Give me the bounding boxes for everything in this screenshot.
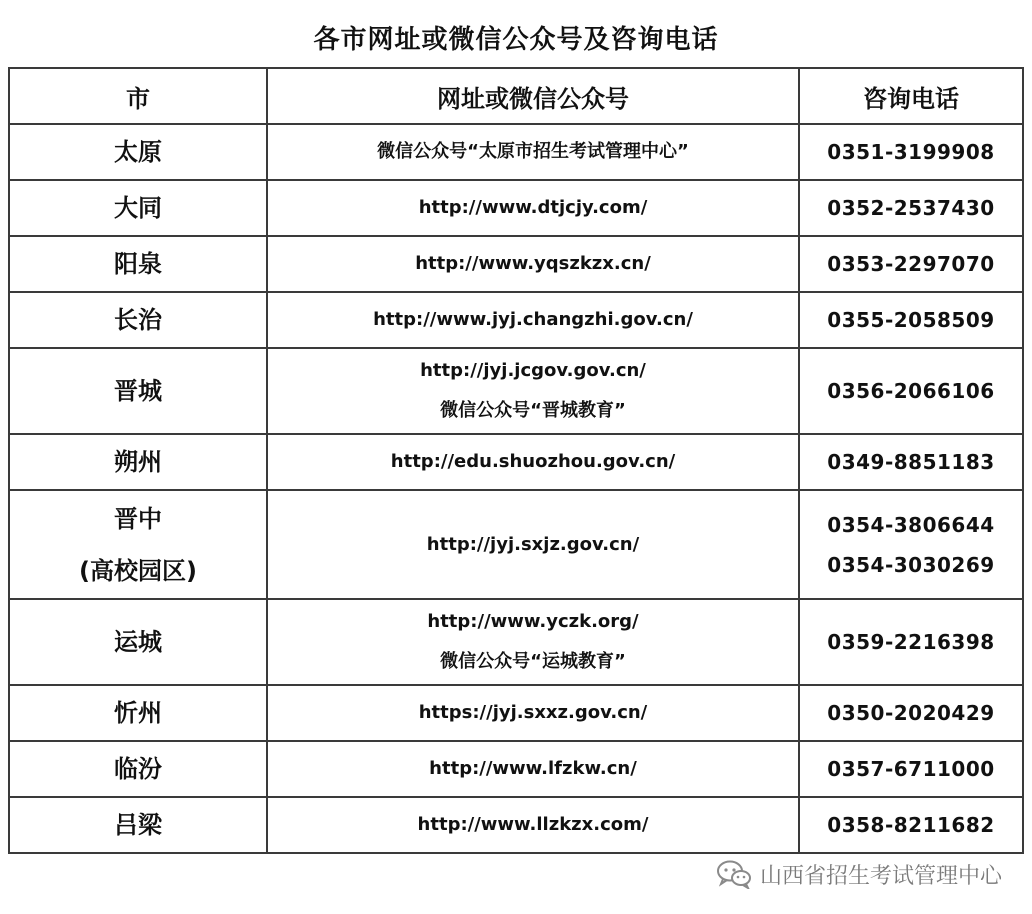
site-cell: [267, 292, 799, 348]
city-name: 晋城: [114, 377, 162, 405]
header-city: 市: [9, 68, 267, 124]
table-row: [9, 741, 1023, 797]
phone-number: 0357-6711000: [827, 757, 995, 781]
phone-number: 0351-3199908: [827, 140, 995, 164]
phone-cell: [799, 292, 1023, 348]
site-link[interactable]: http://edu.shuozhou.gov.cn/: [390, 451, 676, 472]
city-name: 大同: [114, 194, 162, 222]
site-cell: [267, 180, 799, 236]
city-name: 临汾: [114, 755, 162, 783]
city-cell: [9, 685, 267, 741]
site-cell: [267, 236, 799, 292]
city-name: 忻州: [114, 699, 162, 727]
site-cell: [267, 124, 799, 180]
header-site: 网址或微信公众号: [267, 68, 799, 124]
table-row: [9, 236, 1023, 292]
city-cell: [9, 741, 267, 797]
site-link[interactable]: http://www.yczk.org/: [427, 611, 639, 632]
city-cell: [9, 292, 267, 348]
city-cell: [9, 124, 267, 180]
city-name: 阳泉: [114, 250, 162, 278]
city-cell: [9, 599, 267, 685]
site-cell: [267, 490, 799, 599]
city-cell: [9, 348, 267, 434]
phone-number: 0359-2216398: [827, 630, 995, 654]
contact-table: [8, 67, 1024, 854]
footer-text: 山西省招生考试管理中心: [759, 863, 1002, 889]
table-row: [9, 348, 1023, 434]
phone-cell: [799, 490, 1023, 599]
site-link[interactable]: http://www.dtjcjy.com/: [418, 197, 648, 218]
site-text: 微信公众号“晋城教育”: [440, 400, 626, 421]
site-link[interactable]: http://jyj.sxjz.gov.cn/: [426, 533, 640, 555]
header-phone: 咨询电话: [799, 68, 1023, 124]
page-title: 各市网址或微信公众号及咨询电话: [313, 25, 719, 55]
city-cell: [9, 180, 267, 236]
city-cell: [9, 797, 267, 853]
site-cell: [267, 741, 799, 797]
site-cell: [267, 685, 799, 741]
table-row: [9, 124, 1023, 180]
phone-number: 0352-2537430: [827, 196, 995, 220]
city-subname: (高校园区): [79, 556, 197, 585]
city-name: 晋中: [114, 504, 162, 533]
table-row: [9, 434, 1023, 490]
phone-cell: [799, 124, 1023, 180]
table-row: [9, 180, 1023, 236]
phone-number: 0355-2058509: [827, 308, 995, 332]
phone-number: 0353-2297070: [827, 252, 995, 276]
phone-number: 0354-3030269: [827, 552, 995, 577]
city-name: 朔州: [114, 448, 162, 476]
phone-number: 0356-2066106: [827, 379, 995, 403]
site-link[interactable]: http://jyj.jcgov.gov.cn/: [420, 360, 646, 381]
city-name: 太原: [114, 138, 162, 166]
city-cell: [9, 434, 267, 490]
phone-cell: [799, 599, 1023, 685]
table-row: [9, 797, 1023, 853]
site-text: 微信公众号“运城教育”: [440, 651, 626, 672]
city-cell: [9, 236, 267, 292]
site-cell: [267, 434, 799, 490]
phone-number: 0349-8851183: [827, 450, 995, 474]
phone-cell: [799, 797, 1023, 853]
site-cell: [267, 599, 799, 685]
site-link[interactable]: http://www.yqszkzx.cn/: [415, 253, 651, 274]
phone-cell: [799, 685, 1023, 741]
site-cell: [267, 797, 799, 853]
site-link[interactable]: http://www.lfzkw.cn/: [429, 758, 637, 779]
table-header-row: [9, 68, 1023, 124]
phone-number: 0358-8211682: [827, 813, 995, 837]
site-link[interactable]: http://www.llzkzx.com/: [417, 814, 649, 835]
wechat-icon: [716, 859, 752, 889]
table-row: [9, 490, 1023, 599]
table-row: [9, 292, 1023, 348]
city-name: 长治: [114, 306, 162, 334]
table-row: [9, 599, 1023, 685]
table-row: [9, 685, 1023, 741]
phone-cell: [799, 348, 1023, 434]
phone-cell: [799, 741, 1023, 797]
site-link[interactable]: https://jyj.sxxz.gov.cn/: [418, 702, 648, 723]
site-link[interactable]: http://www.jyj.changzhi.gov.cn/: [373, 309, 693, 330]
site-text: 微信公众号“太原市招生考试管理中心”: [377, 141, 689, 162]
phone-cell: [799, 434, 1023, 490]
city-cell: [9, 490, 267, 599]
phone-cell: [799, 180, 1023, 236]
footer-watermark: [716, 856, 1002, 892]
city-name: 吕梁: [114, 811, 162, 839]
phone-cell: [799, 236, 1023, 292]
site-cell: [267, 348, 799, 434]
phone-number: 0354-3806644: [827, 512, 995, 537]
city-name: 运城: [114, 628, 162, 656]
phone-number: 0350-2020429: [827, 701, 995, 725]
